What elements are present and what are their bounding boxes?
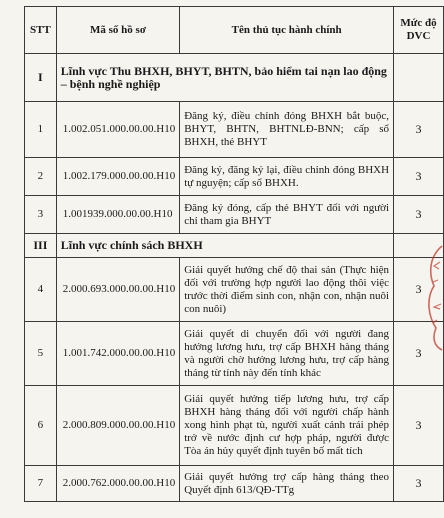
row-code: 1.001.742.000.00.00.H10	[56, 322, 179, 386]
row-name: Đăng ký đóng, cấp thẻ BHYT đối với người chỉ tham gia BHYT	[180, 196, 394, 234]
table-row	[25, 102, 444, 158]
row-level: 3	[394, 258, 444, 322]
header-name: Tên thủ tục hành chính	[180, 7, 394, 54]
section-title: Lĩnh vực Thu BHXH, BHYT, BHTN, bảo hiểm tai nạn lao động – bệnh nghề nghiệp	[56, 54, 393, 102]
table-row	[25, 386, 444, 466]
table-row	[25, 322, 444, 386]
section-numeral: III	[25, 234, 57, 258]
header-level: Mức độ DVC	[394, 7, 444, 54]
row-level: 3	[394, 322, 444, 386]
section-row-1	[25, 54, 444, 102]
row-stt: 6	[25, 386, 57, 466]
table-header-row	[25, 7, 444, 54]
table-row	[25, 258, 444, 322]
section-level-empty	[394, 54, 444, 102]
row-code: 1.001939.000.00.00.H10	[56, 196, 179, 234]
row-level: 3	[394, 102, 444, 158]
row-code: 2.000.693.000.00.00.H10	[56, 258, 179, 322]
table-row	[25, 196, 444, 234]
section-numeral: I	[25, 54, 57, 102]
seal-stamp-icon	[422, 242, 444, 352]
row-level: 3	[394, 196, 444, 234]
row-level: 3	[394, 386, 444, 466]
table-row	[25, 158, 444, 196]
row-stt: 7	[25, 466, 57, 502]
row-stt: 2	[25, 158, 57, 196]
row-name: Giải quyết hưởng tiếp lương hưu, trợ cấp BHXH hàng tháng đối với người chấp hành xong hình phạt tù, người xuất cảnh trái phép trở về nước định cư hợp pháp, người được Tòa án hủy quyết định tuyên bố mất tích	[180, 386, 394, 466]
section-title: Lĩnh vực chính sách BHXH	[56, 234, 393, 258]
section-row-3	[25, 234, 444, 258]
header-code: Mã số hồ sơ	[56, 7, 179, 54]
row-name: Đăng ký, điều chỉnh đóng BHXH bắt buộc, BHYT, BHTN, BHTNLĐ-BNN; cấp sổ BHXH, thẻ BHYT	[180, 102, 394, 158]
row-stt: 1	[25, 102, 57, 158]
procedure-table	[24, 6, 444, 502]
row-code: 2.000.809.000.00.00.H10	[56, 386, 179, 466]
row-name: Giải quyết hưởng chế độ thai sản (Thực hiện đối với trường hợp người lao động thôi việc trước thời điểm sinh con, nhận con, nhận nuôi con nuôi)	[180, 258, 394, 322]
table-row	[25, 466, 444, 502]
row-level: 3	[394, 466, 444, 502]
row-stt: 4	[25, 258, 57, 322]
row-name: Đăng ký, đăng ký lại, điều chỉnh đóng BHXH tự nguyện; cấp sổ BHXH.	[180, 158, 394, 196]
row-stt: 3	[25, 196, 57, 234]
row-level: 3	[394, 158, 444, 196]
row-code: 1.002.051.000.00.00.H10	[56, 102, 179, 158]
row-name: Giải quyết hưởng trợ cấp hàng tháng theo Quyết định 613/QĐ-TTg	[180, 466, 394, 502]
row-stt: 5	[25, 322, 57, 386]
row-code: 2.000.762.000.00.00.H10	[56, 466, 179, 502]
row-code: 1.002.179.000.00.00.H10	[56, 158, 179, 196]
header-stt: STT	[25, 7, 57, 54]
row-name: Giải quyết di chuyển đối với người đang hưởng lương hưu, trợ cấp BHXH hàng tháng và người chờ hưởng lương hưu, trợ cấp hàng tháng từ tỉnh này đến tỉnh khác	[180, 322, 394, 386]
